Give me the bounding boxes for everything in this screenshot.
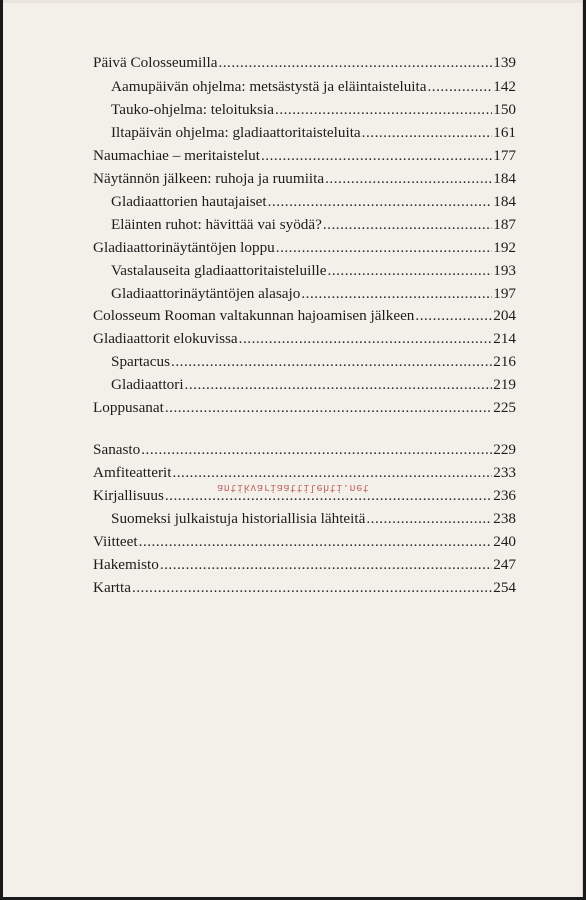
toc-entry xyxy=(111,79,516,94)
toc-entry-title: Gladiaattorien hautajaiset xyxy=(111,193,267,210)
toc-entry-title: Tauko-ohjelma: teloituksia xyxy=(111,101,275,118)
toc-entry-title: Colosseum Rooman valtakunnan hajoamisen jälkeen xyxy=(93,307,415,324)
table-of-contents xyxy=(3,0,582,897)
toc-entry xyxy=(111,354,516,369)
dot-leader xyxy=(141,442,492,457)
toc-entry-title: Spartacus xyxy=(111,353,171,370)
dot-leader xyxy=(415,308,492,323)
dot-leader xyxy=(366,511,492,526)
toc-entry-page: 247 xyxy=(493,556,516,573)
toc-entry xyxy=(93,148,516,163)
toc-entry xyxy=(93,331,516,346)
toc-entry xyxy=(93,442,516,457)
toc-entry xyxy=(93,465,516,480)
toc-entry-page: 204 xyxy=(493,307,516,324)
toc-entry xyxy=(93,400,516,415)
toc-entry-page: 254 xyxy=(493,579,516,596)
dot-leader xyxy=(160,557,492,572)
toc-entry xyxy=(111,194,516,209)
dot-leader xyxy=(323,217,492,232)
toc-entry-title: Päivä Colosseumilla xyxy=(93,54,218,71)
toc-entry-page: 184 xyxy=(493,193,516,210)
toc-entry-page: 229 xyxy=(493,441,516,458)
toc-entry xyxy=(111,286,516,301)
toc-entry-title: Hakemisto xyxy=(93,556,159,573)
dot-leader xyxy=(132,580,492,595)
toc-entry-title: Näytännön jälkeen: ruhoja ja ruumiita xyxy=(93,170,325,187)
toc-entry-page: 219 xyxy=(493,376,516,393)
dot-leader xyxy=(218,55,492,70)
toc-entry-page: 240 xyxy=(493,533,516,550)
dot-leader xyxy=(172,465,492,480)
toc-entry-title: Kirjallisuus xyxy=(93,487,164,504)
dot-leader xyxy=(239,331,493,346)
toc-entry-page: 238 xyxy=(493,510,516,527)
toc-entry-title: Suomeksi julkaistuja historiallisia lähteitä xyxy=(111,510,366,527)
dot-leader xyxy=(165,400,492,415)
toc-entry xyxy=(93,580,516,595)
toc-entry xyxy=(111,511,516,526)
toc-entry xyxy=(111,217,516,232)
dot-leader xyxy=(328,263,493,278)
toc-entry xyxy=(111,125,516,140)
toc-entry-page: 236 xyxy=(493,487,516,504)
toc-entry-page: 225 xyxy=(493,399,516,416)
toc-entry xyxy=(93,240,516,255)
toc-entry-title: Aamupäivän ohjelma: metsästystä ja eläintaisteluita xyxy=(111,78,427,95)
toc-entry-page: 192 xyxy=(493,239,516,256)
toc-entry-title: Gladiaattori xyxy=(111,376,184,393)
dot-leader xyxy=(139,534,493,549)
watermark-stamp: antikvariaattilehti.net xyxy=(217,482,370,494)
dot-leader xyxy=(275,102,492,117)
dot-leader xyxy=(427,79,492,94)
dot-leader xyxy=(276,240,492,255)
toc-entry-page: 233 xyxy=(493,464,516,481)
toc-entry-page: 150 xyxy=(493,101,516,118)
dot-leader xyxy=(171,354,492,369)
toc-entry xyxy=(93,557,516,572)
toc-entry-title: Sanasto xyxy=(93,441,141,458)
toc-entry-title: Iltapäivän ohjelma: gladiaattoritaisteluita xyxy=(111,124,361,141)
toc-entry-page: 161 xyxy=(493,124,516,141)
toc-entry-page: 139 xyxy=(493,54,516,71)
book-page xyxy=(3,0,583,897)
toc-entry-title: Gladiaattorinäytäntöjen alasajo xyxy=(111,285,301,302)
toc-entry-title: Viitteet xyxy=(93,533,138,550)
toc-entry-title: Kartta xyxy=(93,579,131,596)
toc-entry-title: Loppusanat xyxy=(93,399,164,416)
toc-entry-title: Vastalauseita gladiaattoritaisteluille xyxy=(111,262,327,279)
dot-leader xyxy=(185,377,493,392)
toc-entry-page: 216 xyxy=(493,353,516,370)
toc-entry xyxy=(93,55,516,70)
toc-entry-page: 184 xyxy=(493,170,516,187)
dot-leader xyxy=(362,125,493,140)
toc-entry xyxy=(111,263,516,278)
toc-entry-title: Naumachiae – meritaistelut xyxy=(93,147,260,164)
toc-entry xyxy=(93,171,516,186)
dot-leader xyxy=(301,286,492,301)
toc-entry-page: 214 xyxy=(493,330,516,347)
toc-entry-page: 177 xyxy=(493,147,516,164)
toc-entry-title: Gladiaattorinäytäntöjen loppu xyxy=(93,239,275,256)
dot-leader xyxy=(268,194,493,209)
toc-entry-page: 197 xyxy=(493,285,516,302)
toc-entry-page: 193 xyxy=(493,262,516,279)
toc-entry-title: Eläinten ruhot: hävittää vai syödä? xyxy=(111,216,322,233)
toc-entry xyxy=(93,308,516,323)
toc-entry xyxy=(111,102,516,117)
dot-leader xyxy=(261,148,492,163)
toc-entry-page: 142 xyxy=(493,78,516,95)
toc-entry xyxy=(111,377,516,392)
toc-entry-title: Gladiaattorit elokuvissa xyxy=(93,330,238,347)
toc-entry-title: Amfiteatterit xyxy=(93,464,172,481)
dot-leader xyxy=(325,171,492,186)
toc-entry xyxy=(93,534,516,549)
toc-entry-page: 187 xyxy=(493,216,516,233)
